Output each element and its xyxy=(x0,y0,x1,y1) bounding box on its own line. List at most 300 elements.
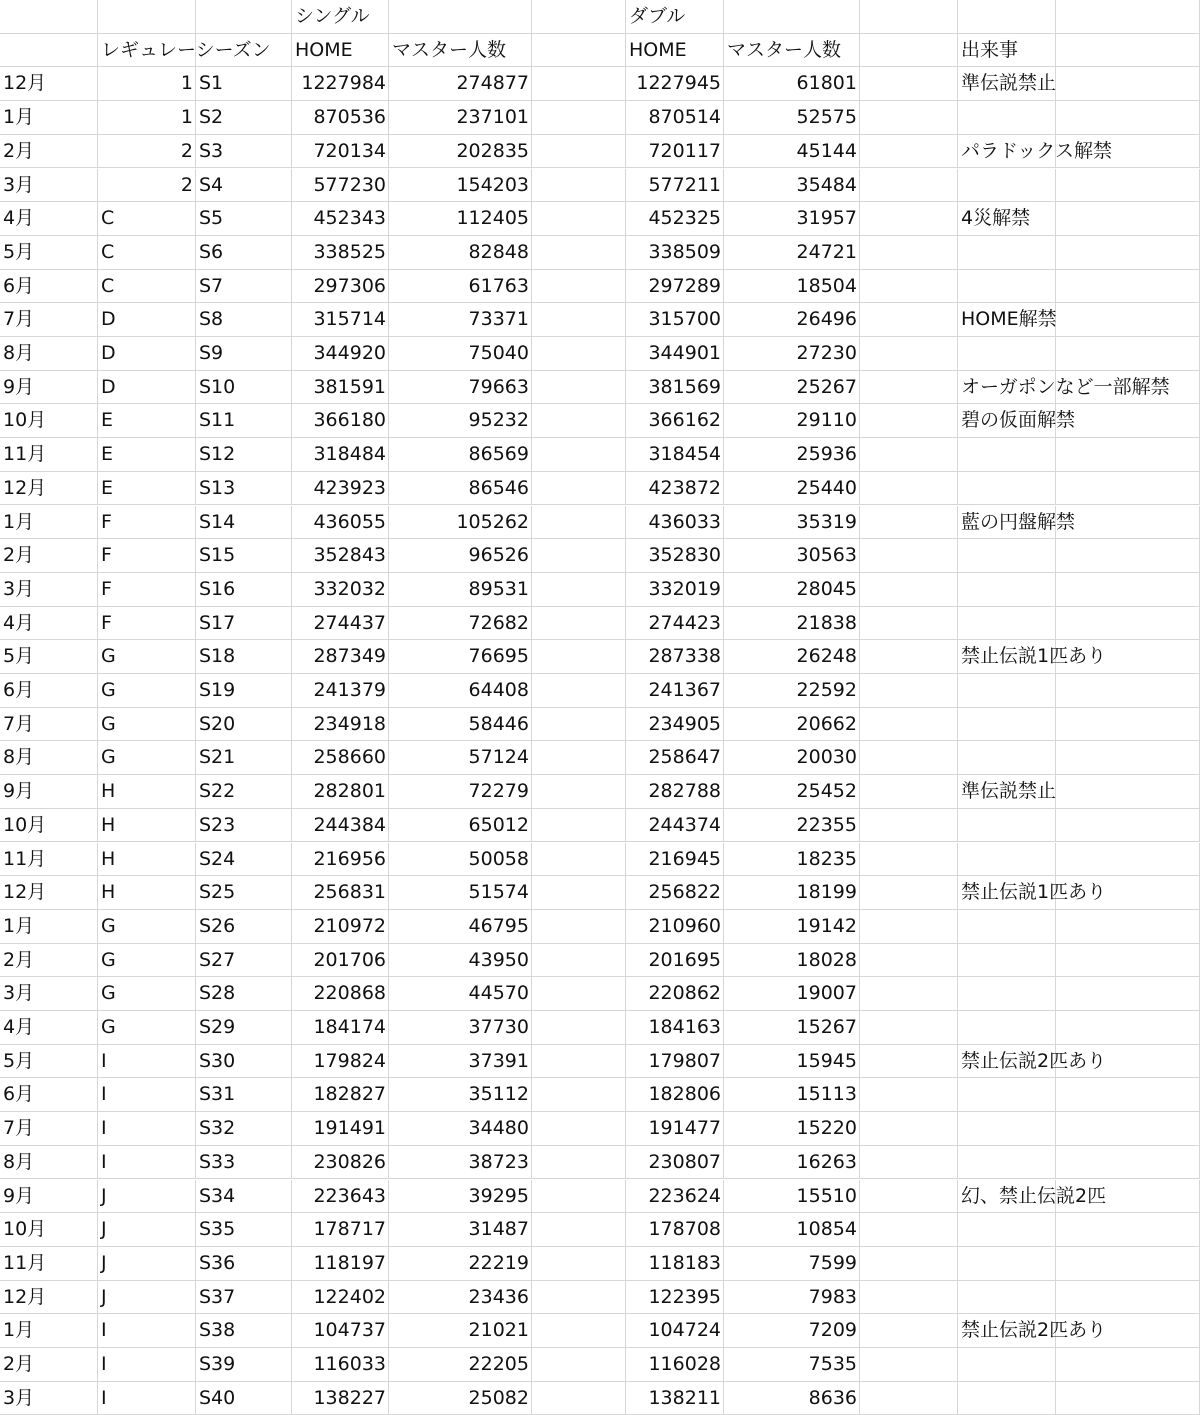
cell-extra-col[interactable] xyxy=(1056,674,1200,708)
cell-season[interactable]: S11 xyxy=(196,404,292,438)
cell-gap-col[interactable] xyxy=(532,1281,626,1315)
cell-event[interactable]: 禁止伝説1匹あり xyxy=(958,876,1056,910)
cell-extra-col[interactable] xyxy=(1056,573,1200,607)
cell-spacer-col[interactable] xyxy=(860,843,958,877)
cell-single-home[interactable]: 201706 xyxy=(292,944,389,978)
cell-spacer-col[interactable] xyxy=(860,67,958,101)
cell-event[interactable]: パラドックス解禁 xyxy=(958,135,1056,169)
cell-season[interactable]: S15 xyxy=(196,539,292,573)
cell-single-master[interactable]: 37391 xyxy=(389,1045,532,1079)
cell-event[interactable] xyxy=(958,169,1056,203)
cell-single-home[interactable]: 244384 xyxy=(292,809,389,843)
cell-regulation[interactable]: I xyxy=(98,1045,196,1079)
cell-single-home[interactable]: 241379 xyxy=(292,674,389,708)
cell-event[interactable]: 幻、禁止伝説2匹 xyxy=(958,1180,1056,1214)
cell-single-master[interactable]: 61763 xyxy=(389,270,532,304)
cell-spacer-col[interactable] xyxy=(860,708,958,742)
cell-single-home[interactable]: 287349 xyxy=(292,640,389,674)
cell-single-home[interactable]: 381591 xyxy=(292,371,389,405)
cell-event[interactable] xyxy=(958,607,1056,641)
cell-extra-col[interactable] xyxy=(1056,1011,1200,1045)
cell-extra-col[interactable] xyxy=(1056,741,1200,775)
cell-spacer-col[interactable] xyxy=(860,202,958,236)
cell-gap-col[interactable] xyxy=(532,1382,626,1415)
cell-regulation[interactable]: G xyxy=(98,674,196,708)
cell-double-master[interactable]: 19142 xyxy=(724,910,860,944)
cell-double-master[interactable]: 61801 xyxy=(724,67,860,101)
cell-event[interactable] xyxy=(958,910,1056,944)
cell-spacer-col[interactable] xyxy=(860,1078,958,1112)
cell-extra-col[interactable] xyxy=(1056,640,1200,674)
cell-double-home[interactable]: 184163 xyxy=(626,1011,724,1045)
cell-regulation[interactable]: F xyxy=(98,506,196,540)
cell-event[interactable] xyxy=(958,1247,1056,1281)
cell-spacer-col[interactable] xyxy=(860,34,958,68)
cell-single-home[interactable]: 423923 xyxy=(292,472,389,506)
cell-extra-col[interactable] xyxy=(1056,843,1200,877)
cell-season[interactable]: S36 xyxy=(196,1247,292,1281)
cell-season[interactable]: S3 xyxy=(196,135,292,169)
cell-double-master[interactable]: 18504 xyxy=(724,270,860,304)
cell-extra-col[interactable] xyxy=(1056,977,1200,1011)
cell-spacer-col[interactable] xyxy=(860,876,958,910)
cell-double-master[interactable]: 45144 xyxy=(724,135,860,169)
cell-double-master[interactable]: 28045 xyxy=(724,573,860,607)
cell-spacer-col[interactable] xyxy=(860,506,958,540)
cell-spacer-col[interactable] xyxy=(860,1146,958,1180)
cell-double-home[interactable]: 381569 xyxy=(626,371,724,405)
cell-season[interactable]: S28 xyxy=(196,977,292,1011)
cell-month[interactable]: 9月 xyxy=(0,775,98,809)
cell-single-home[interactable]: 230826 xyxy=(292,1146,389,1180)
cell-season[interactable]: S34 xyxy=(196,1180,292,1214)
cell-season[interactable]: S18 xyxy=(196,640,292,674)
cell-extra-col[interactable] xyxy=(1056,270,1200,304)
cell-month[interactable]: 6月 xyxy=(0,270,98,304)
cell-double-home[interactable]: 352830 xyxy=(626,539,724,573)
cell-event[interactable] xyxy=(958,472,1056,506)
cell-single-master[interactable]: 96526 xyxy=(389,539,532,573)
cell-double-home[interactable]: 179807 xyxy=(626,1045,724,1079)
cell-month[interactable]: 2月 xyxy=(0,1348,98,1382)
cell-extra-col[interactable] xyxy=(1056,775,1200,809)
cell-double-home[interactable]: 234905 xyxy=(626,708,724,742)
cell-single-master[interactable]: 50058 xyxy=(389,843,532,877)
cell-single-home[interactable]: 352843 xyxy=(292,539,389,573)
cell-double-home[interactable]: 366162 xyxy=(626,404,724,438)
cell-double-home[interactable]: 315700 xyxy=(626,303,724,337)
cell-regulation[interactable]: J xyxy=(98,1247,196,1281)
cell-regulation[interactable]: 1 xyxy=(98,101,196,135)
cell-extra-col[interactable] xyxy=(1056,0,1200,34)
cell-single-master[interactable]: 23436 xyxy=(389,1281,532,1315)
cell-season[interactable]: S22 xyxy=(196,775,292,809)
cell-single-master[interactable]: 65012 xyxy=(389,809,532,843)
cell-extra-col[interactable] xyxy=(1056,1348,1200,1382)
cell-month[interactable]: 5月 xyxy=(0,236,98,270)
cell-double-home[interactable]: 282788 xyxy=(626,775,724,809)
cell-single-home[interactable]: 338525 xyxy=(292,236,389,270)
cell-double-master[interactable]: 7535 xyxy=(724,1348,860,1382)
cell-double-home[interactable]: 258647 xyxy=(626,741,724,775)
cell-spacer-col[interactable] xyxy=(860,910,958,944)
cell-regulation[interactable]: レギュレーシーズン xyxy=(98,34,196,68)
cell-double-master[interactable]: 25440 xyxy=(724,472,860,506)
cell-season[interactable]: S27 xyxy=(196,944,292,978)
cell-gap-col[interactable] xyxy=(532,1112,626,1146)
cell-single-home[interactable]: 256831 xyxy=(292,876,389,910)
cell-extra-col[interactable] xyxy=(1056,337,1200,371)
cell-event[interactable]: 碧の仮面解禁 xyxy=(958,404,1056,438)
cell-season[interactable]: S20 xyxy=(196,708,292,742)
cell-month[interactable]: 8月 xyxy=(0,741,98,775)
cell-single-master[interactable]: 82848 xyxy=(389,236,532,270)
cell-event[interactable]: 4災解禁 xyxy=(958,202,1056,236)
cell-single-master[interactable]: 274877 xyxy=(389,67,532,101)
cell-gap-col[interactable] xyxy=(532,1213,626,1247)
cell-month[interactable]: 11月 xyxy=(0,843,98,877)
cell-regulation[interactable]: G xyxy=(98,977,196,1011)
cell-gap-col[interactable] xyxy=(532,1348,626,1382)
cell-month[interactable]: 7月 xyxy=(0,1112,98,1146)
cell-extra-col[interactable] xyxy=(1056,944,1200,978)
cell-double-master[interactable]: 22592 xyxy=(724,674,860,708)
cell-season[interactable]: S32 xyxy=(196,1112,292,1146)
cell-gap-col[interactable] xyxy=(532,303,626,337)
cell-month[interactable] xyxy=(0,34,98,68)
cell-double-master[interactable]: 31957 xyxy=(724,202,860,236)
cell-single-master[interactable]: 22205 xyxy=(389,1348,532,1382)
cell-gap-col[interactable] xyxy=(532,708,626,742)
cell-double-home[interactable]: 423872 xyxy=(626,472,724,506)
cell-extra-col[interactable] xyxy=(1056,1180,1200,1214)
cell-single-master[interactable]: 105262 xyxy=(389,506,532,540)
cell-regulation[interactable]: 2 xyxy=(98,169,196,203)
cell-season[interactable]: S35 xyxy=(196,1213,292,1247)
cell-season[interactable]: S14 xyxy=(196,506,292,540)
cell-single-home[interactable]: 138227 xyxy=(292,1382,389,1415)
cell-month[interactable]: 2月 xyxy=(0,539,98,573)
cell-season[interactable]: S17 xyxy=(196,607,292,641)
cell-single-home[interactable]: 122402 xyxy=(292,1281,389,1315)
cell-single-master[interactable]: 46795 xyxy=(389,910,532,944)
cell-single-home[interactable]: 234918 xyxy=(292,708,389,742)
cell-double-home[interactable]: 241367 xyxy=(626,674,724,708)
cell-regulation[interactable]: F xyxy=(98,607,196,641)
cell-regulation[interactable]: H xyxy=(98,876,196,910)
cell-single-home[interactable]: 282801 xyxy=(292,775,389,809)
cell-spacer-col[interactable] xyxy=(860,438,958,472)
cell-gap-col[interactable] xyxy=(532,270,626,304)
cell-event[interactable] xyxy=(958,1348,1056,1382)
cell-month[interactable]: 8月 xyxy=(0,1146,98,1180)
cell-season[interactable]: S31 xyxy=(196,1078,292,1112)
cell-single-master[interactable] xyxy=(389,0,532,34)
cell-gap-col[interactable] xyxy=(532,337,626,371)
cell-month[interactable]: 12月 xyxy=(0,1281,98,1315)
cell-spacer-col[interactable] xyxy=(860,472,958,506)
cell-season[interactable]: S40 xyxy=(196,1382,292,1415)
cell-spacer-col[interactable] xyxy=(860,404,958,438)
cell-gap-col[interactable] xyxy=(532,371,626,405)
cell-single-master[interactable]: 21021 xyxy=(389,1314,532,1348)
cell-season[interactable]: S29 xyxy=(196,1011,292,1045)
cell-spacer-col[interactable] xyxy=(860,1180,958,1214)
cell-single-home[interactable]: 258660 xyxy=(292,741,389,775)
cell-single-home[interactable]: 182827 xyxy=(292,1078,389,1112)
cell-double-master[interactable]: 52575 xyxy=(724,101,860,135)
cell-spacer-col[interactable] xyxy=(860,1011,958,1045)
cell-regulation[interactable]: F xyxy=(98,573,196,607)
cell-regulation[interactable]: 2 xyxy=(98,135,196,169)
cell-season[interactable]: S5 xyxy=(196,202,292,236)
cell-gap-col[interactable] xyxy=(532,1314,626,1348)
cell-spacer-col[interactable] xyxy=(860,1247,958,1281)
cell-single-master[interactable]: 79663 xyxy=(389,371,532,405)
cell-event[interactable]: 藍の円盤解禁 xyxy=(958,506,1056,540)
cell-regulation[interactable]: G xyxy=(98,1011,196,1045)
cell-double-master[interactable]: 26496 xyxy=(724,303,860,337)
cell-single-master[interactable]: 72682 xyxy=(389,607,532,641)
cell-event[interactable] xyxy=(958,270,1056,304)
cell-double-master[interactable]: 18199 xyxy=(724,876,860,910)
cell-month[interactable]: 2月 xyxy=(0,944,98,978)
cell-spacer-col[interactable] xyxy=(860,1348,958,1382)
cell-extra-col[interactable] xyxy=(1056,1146,1200,1180)
cell-month[interactable]: 3月 xyxy=(0,977,98,1011)
cell-gap-col[interactable] xyxy=(532,977,626,1011)
cell-spacer-col[interactable] xyxy=(860,1045,958,1079)
cell-regulation[interactable]: I xyxy=(98,1382,196,1415)
cell-season[interactable]: S37 xyxy=(196,1281,292,1315)
cell-extra-col[interactable] xyxy=(1056,101,1200,135)
cell-spacer-col[interactable] xyxy=(860,539,958,573)
cell-double-home[interactable]: 116028 xyxy=(626,1348,724,1382)
cell-spacer-col[interactable] xyxy=(860,337,958,371)
cell-single-home[interactable]: 216956 xyxy=(292,843,389,877)
cell-event[interactable]: 準伝説禁止 xyxy=(958,775,1056,809)
cell-season[interactable]: S4 xyxy=(196,169,292,203)
cell-extra-col[interactable] xyxy=(1056,202,1200,236)
cell-extra-col[interactable] xyxy=(1056,1213,1200,1247)
cell-gap-col[interactable] xyxy=(532,573,626,607)
cell-month[interactable]: 8月 xyxy=(0,337,98,371)
cell-double-master[interactable]: 10854 xyxy=(724,1213,860,1247)
cell-gap-col[interactable] xyxy=(532,1146,626,1180)
cell-season[interactable]: S25 xyxy=(196,876,292,910)
cell-single-master[interactable]: 39295 xyxy=(389,1180,532,1214)
cell-single-master[interactable]: 72279 xyxy=(389,775,532,809)
cell-event[interactable] xyxy=(958,1112,1056,1146)
cell-gap-col[interactable] xyxy=(532,506,626,540)
cell-gap-col[interactable] xyxy=(532,1247,626,1281)
cell-month[interactable]: 10月 xyxy=(0,404,98,438)
cell-event[interactable] xyxy=(958,741,1056,775)
cell-extra-col[interactable] xyxy=(1056,708,1200,742)
cell-single-home[interactable]: 1227984 xyxy=(292,67,389,101)
cell-single-master[interactable]: 43950 xyxy=(389,944,532,978)
cell-single-master[interactable]: 76695 xyxy=(389,640,532,674)
cell-single-home[interactable]: 210972 xyxy=(292,910,389,944)
cell-gap-col[interactable] xyxy=(532,67,626,101)
cell-season[interactable]: S19 xyxy=(196,674,292,708)
cell-event[interactable]: 禁止伝説2匹あり xyxy=(958,1045,1056,1079)
cell-double-home[interactable]: HOME xyxy=(626,34,724,68)
cell-extra-col[interactable] xyxy=(1056,404,1200,438)
cell-double-master[interactable]: 20030 xyxy=(724,741,860,775)
cell-double-master[interactable]: 19007 xyxy=(724,977,860,1011)
cell-single-master[interactable]: 202835 xyxy=(389,135,532,169)
cell-season[interactable]: S1 xyxy=(196,67,292,101)
cell-double-home[interactable]: 870514 xyxy=(626,101,724,135)
cell-gap-col[interactable] xyxy=(532,1180,626,1214)
cell-month[interactable]: 5月 xyxy=(0,1045,98,1079)
cell-extra-col[interactable] xyxy=(1056,1247,1200,1281)
cell-single-home[interactable]: 332032 xyxy=(292,573,389,607)
cell-double-master[interactable]: 15220 xyxy=(724,1112,860,1146)
cell-event[interactable] xyxy=(958,674,1056,708)
cell-regulation[interactable]: I xyxy=(98,1112,196,1146)
cell-season[interactable]: S8 xyxy=(196,303,292,337)
cell-double-home[interactable]: 178708 xyxy=(626,1213,724,1247)
cell-double-home[interactable]: 338509 xyxy=(626,236,724,270)
cell-double-master[interactable]: 7983 xyxy=(724,1281,860,1315)
cell-month[interactable]: 1月 xyxy=(0,101,98,135)
cell-single-master[interactable]: 89531 xyxy=(389,573,532,607)
cell-event[interactable] xyxy=(958,977,1056,1011)
cell-single-master[interactable]: 73371 xyxy=(389,303,532,337)
cell-single-home[interactable]: シングル xyxy=(292,0,389,34)
cell-spacer-col[interactable] xyxy=(860,809,958,843)
cell-extra-col[interactable] xyxy=(1056,876,1200,910)
cell-gap-col[interactable] xyxy=(532,607,626,641)
cell-gap-col[interactable] xyxy=(532,101,626,135)
cell-season[interactable]: S38 xyxy=(196,1314,292,1348)
cell-month[interactable]: 2月 xyxy=(0,135,98,169)
cell-single-master[interactable]: マスター人数 xyxy=(389,34,532,68)
cell-double-master[interactable]: 7599 xyxy=(724,1247,860,1281)
cell-month[interactable]: 12月 xyxy=(0,472,98,506)
cell-gap-col[interactable] xyxy=(532,674,626,708)
cell-season[interactable]: S2 xyxy=(196,101,292,135)
cell-single-home[interactable]: 452343 xyxy=(292,202,389,236)
cell-single-home[interactable]: 220868 xyxy=(292,977,389,1011)
cell-single-master[interactable]: 64408 xyxy=(389,674,532,708)
cell-spacer-col[interactable] xyxy=(860,236,958,270)
cell-double-master[interactable]: 7209 xyxy=(724,1314,860,1348)
cell-single-home[interactable]: 178717 xyxy=(292,1213,389,1247)
cell-single-home[interactable]: 366180 xyxy=(292,404,389,438)
cell-double-home[interactable]: 297289 xyxy=(626,270,724,304)
cell-spacer-col[interactable] xyxy=(860,573,958,607)
cell-regulation[interactable]: I xyxy=(98,1348,196,1382)
cell-regulation[interactable]: H xyxy=(98,843,196,877)
cell-month[interactable]: 3月 xyxy=(0,169,98,203)
cell-regulation[interactable]: E xyxy=(98,472,196,506)
cell-season[interactable]: S33 xyxy=(196,1146,292,1180)
cell-extra-col[interactable] xyxy=(1056,67,1200,101)
cell-month[interactable]: 11月 xyxy=(0,438,98,472)
cell-season[interactable]: S9 xyxy=(196,337,292,371)
cell-regulation[interactable]: C xyxy=(98,270,196,304)
cell-single-home[interactable]: 223643 xyxy=(292,1180,389,1214)
cell-double-home[interactable]: 216945 xyxy=(626,843,724,877)
cell-double-home[interactable]: 182806 xyxy=(626,1078,724,1112)
cell-spacer-col[interactable] xyxy=(860,371,958,405)
cell-double-master[interactable]: 20662 xyxy=(724,708,860,742)
cell-double-home[interactable]: 577211 xyxy=(626,169,724,203)
cell-double-home[interactable]: 318454 xyxy=(626,438,724,472)
cell-regulation[interactable]: H xyxy=(98,775,196,809)
cell-single-master[interactable]: 75040 xyxy=(389,337,532,371)
cell-single-master[interactable]: 86569 xyxy=(389,438,532,472)
cell-double-master[interactable]: 25267 xyxy=(724,371,860,405)
cell-spacer-col[interactable] xyxy=(860,303,958,337)
cell-event[interactable] xyxy=(958,337,1056,371)
cell-single-master[interactable]: 37730 xyxy=(389,1011,532,1045)
cell-extra-col[interactable] xyxy=(1056,371,1200,405)
cell-regulation[interactable]: E xyxy=(98,404,196,438)
cell-gap-col[interactable] xyxy=(532,1045,626,1079)
cell-double-master[interactable]: 18235 xyxy=(724,843,860,877)
cell-season[interactable]: S7 xyxy=(196,270,292,304)
cell-gap-col[interactable] xyxy=(532,809,626,843)
cell-gap-col[interactable] xyxy=(532,876,626,910)
cell-month[interactable]: 9月 xyxy=(0,1180,98,1214)
cell-gap-col[interactable] xyxy=(532,0,626,34)
cell-regulation[interactable]: G xyxy=(98,944,196,978)
cell-season[interactable]: S13 xyxy=(196,472,292,506)
cell-double-master[interactable]: 35484 xyxy=(724,169,860,203)
cell-event[interactable]: 出来事 xyxy=(958,34,1056,68)
cell-month[interactable]: 7月 xyxy=(0,303,98,337)
cell-single-master[interactable]: 58446 xyxy=(389,708,532,742)
cell-gap-col[interactable] xyxy=(532,910,626,944)
cell-single-master[interactable]: 44570 xyxy=(389,977,532,1011)
cell-spacer-col[interactable] xyxy=(860,674,958,708)
cell-gap-col[interactable] xyxy=(532,741,626,775)
cell-single-home[interactable]: HOME xyxy=(292,34,389,68)
cell-single-home[interactable]: 191491 xyxy=(292,1112,389,1146)
cell-month[interactable]: 1月 xyxy=(0,910,98,944)
cell-regulation[interactable]: G xyxy=(98,741,196,775)
cell-spacer-col[interactable] xyxy=(860,640,958,674)
cell-extra-col[interactable] xyxy=(1056,506,1200,540)
cell-event[interactable]: 禁止伝説2匹あり xyxy=(958,1314,1056,1348)
cell-regulation[interactable]: 1 xyxy=(98,67,196,101)
cell-spacer-col[interactable] xyxy=(860,1382,958,1415)
cell-single-master[interactable]: 22219 xyxy=(389,1247,532,1281)
cell-month[interactable]: 6月 xyxy=(0,674,98,708)
cell-regulation[interactable]: D xyxy=(98,303,196,337)
cell-spacer-col[interactable] xyxy=(860,270,958,304)
cell-regulation[interactable]: J xyxy=(98,1213,196,1247)
cell-single-home[interactable]: 116033 xyxy=(292,1348,389,1382)
cell-double-master[interactable]: 27230 xyxy=(724,337,860,371)
cell-event[interactable] xyxy=(958,438,1056,472)
cell-event[interactable] xyxy=(958,1382,1056,1415)
cell-double-home[interactable]: 244374 xyxy=(626,809,724,843)
cell-spacer-col[interactable] xyxy=(860,1112,958,1146)
cell-spacer-col[interactable] xyxy=(860,101,958,135)
cell-regulation[interactable]: E xyxy=(98,438,196,472)
cell-double-home[interactable]: 344901 xyxy=(626,337,724,371)
cell-gap-col[interactable] xyxy=(532,135,626,169)
cell-gap-col[interactable] xyxy=(532,472,626,506)
cell-regulation[interactable]: C xyxy=(98,202,196,236)
cell-season[interactable]: S24 xyxy=(196,843,292,877)
cell-event[interactable] xyxy=(958,539,1056,573)
